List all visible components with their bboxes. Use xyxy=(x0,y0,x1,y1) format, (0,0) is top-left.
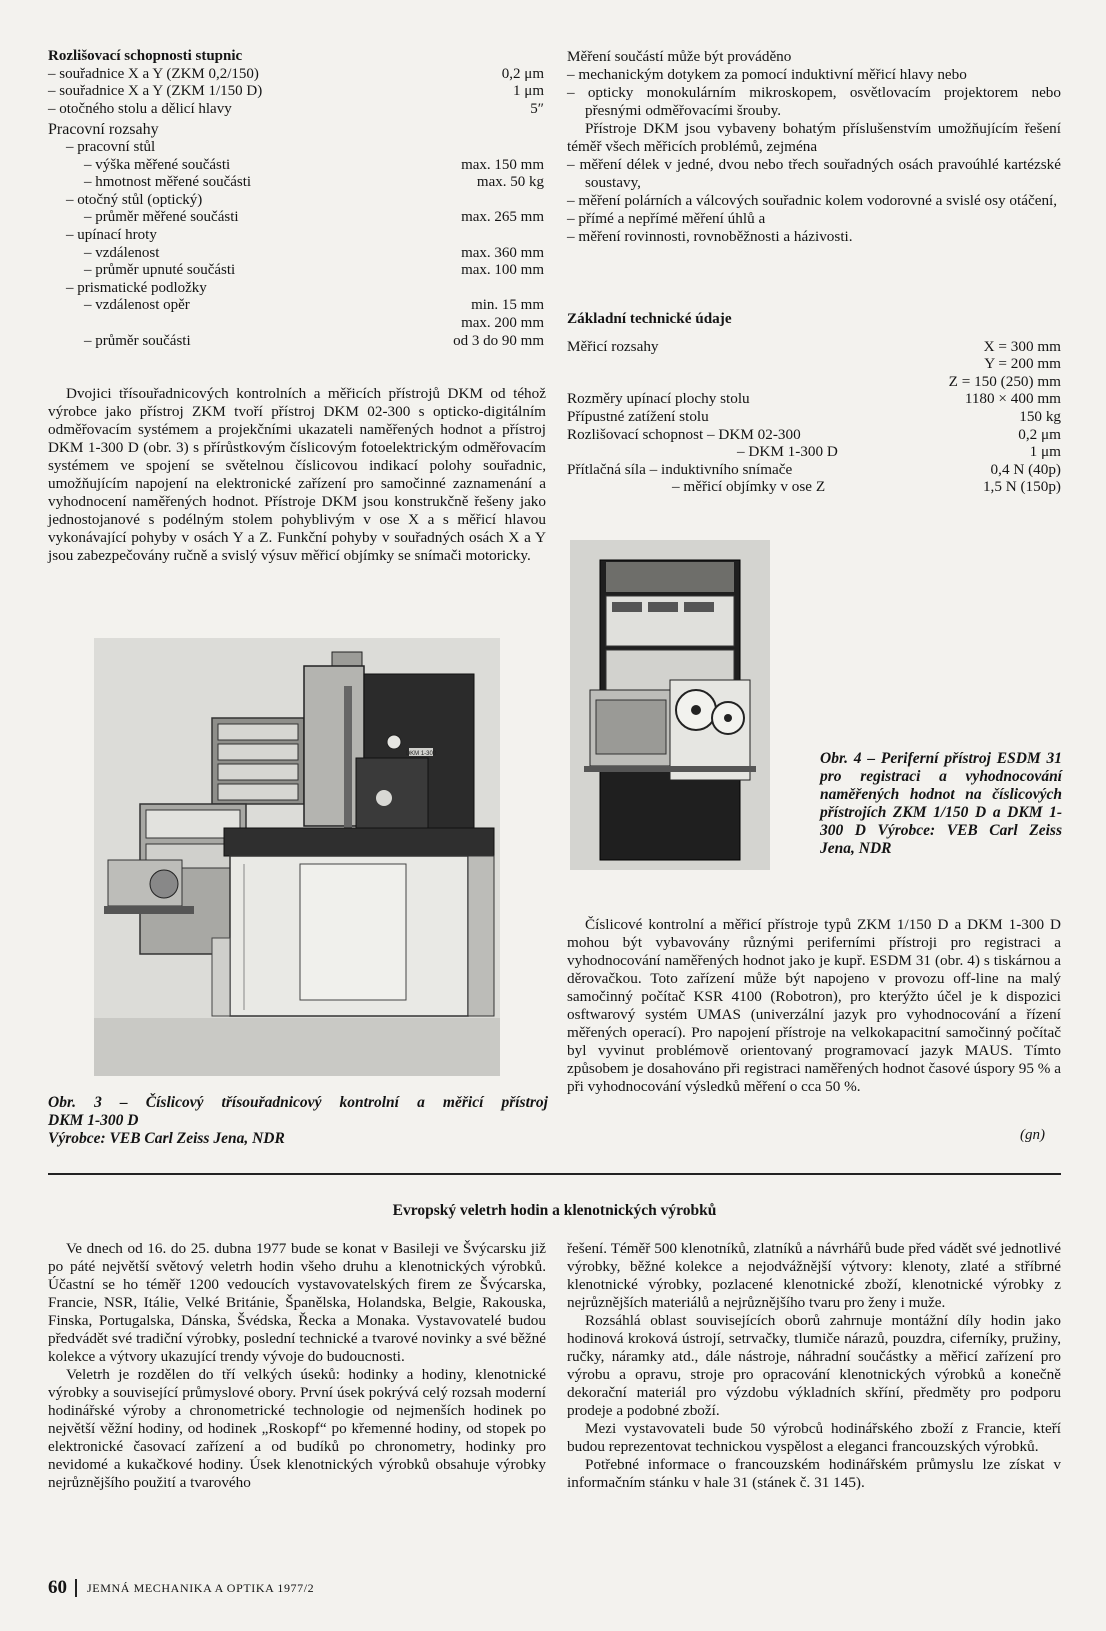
spec-row: – průměr součásti od 3 do 90 mm xyxy=(84,332,544,349)
journal-name: JEMNÁ MECHANIKA A OPTIKA 1977/2 xyxy=(87,1580,315,1595)
spec-row: – otočný stůl (optický) xyxy=(66,191,203,208)
article2-paragraph: Rozsáhlá oblast souvisejících oborů zahrnuje montážní díly hodin jako hodinová kroková ústrojí, setrvačky, tlumiče nárazů, pouzdra, ciferníky, pružiny, ručky, náramky atd., dále nástroje, náhradní součástky a měřicí zařízení pro výrobu a opravu, stroje pro opracování klenotnických výrobků a konečně dekorační materiál pro výzdobu výkladních skříní, předměty pro podporu prodeje a podobné zboží. xyxy=(567,1312,1061,1419)
spec-row: max. 200 mm xyxy=(461,314,544,331)
measuring-range-label: Měřicí rozsahy xyxy=(567,337,659,355)
spec-row: – prismatické podložky xyxy=(66,279,207,296)
intro-bullet: – měření polárních a válcových souřadnic kolem vodorovné a svislé osy otáčení, xyxy=(567,192,1058,209)
spec-row: – souřadnice X a Y (ZKM 1/150 D) 1 μm xyxy=(48,83,544,100)
spec-row: – vzdálenost max. 360 mm xyxy=(84,244,544,261)
article2-right xyxy=(567,1240,1061,1492)
spec-row: – průměr upnuté součásti max. 100 mm xyxy=(84,262,544,279)
left-paragraph xyxy=(48,385,546,565)
spec-heading: Rozlišovací schopnosti stupnic xyxy=(48,48,243,64)
right-intro xyxy=(567,48,1061,246)
figure3-caption-line2: DKM 1-300 D xyxy=(48,1112,139,1129)
accessories-paragraph: Přístroje DKM jsou vybaveny bohatým příslušenstvím umožňujícím řešení téměř všech měřicích problémů, zejména xyxy=(567,120,1061,155)
section-divider xyxy=(48,1173,1061,1175)
signature: (gn) xyxy=(1020,1127,1045,1143)
figure4-photo xyxy=(570,540,770,870)
footer-separator xyxy=(75,1579,77,1597)
figure3-caption-line1: Obr. 3 – Číslicový třísouřadnicový kontrolní a měřicí přístroj xyxy=(48,1094,548,1111)
spec-list xyxy=(48,48,544,350)
figure4-caption xyxy=(820,750,1062,858)
tech-row: Rozlišovací schopnost – DKM 02-300 0,2 μm xyxy=(567,425,1061,443)
peripheral-description: Číslicové kontrolní a měřicí přístroje typů ZKM 1/150 D a DKM 1-300 D mohou být vybavovány různými periferními přístroji pro registraci a vyhodnocování naměřených hodnot jako je kupř. ESDM 31 (obr. 4) s tiskárnou a děrovačkou. Toto zařízení může být napojeno v provozu off-line na malý samočinný počítač KSR 4100 (Robotron), pro kterýžto účel je k dispozici osftwarový systém UMAS (univerzální jazyk pro vyhodnocování a řízení měřených operací). Pro napojení přístroje na velkokapacitní samočinný počítač byl vyvinut problémově orientovaný programovací jazyk MAUS. Tímto způsobem je dosahováno při registraci naměřených hodnot časové úspory 95 % a při vyhodnocování výsledků měření o cca 50 %. xyxy=(567,916,1061,1095)
intro-bullet: – měření délek v jedné, dvou nebo třech souřadných osách pravoúhlé kartézské soustavy, xyxy=(567,156,1061,191)
spec-row: – průměr měřené součásti max. 265 mm xyxy=(84,209,544,226)
xyz-x: X = 300 mm xyxy=(983,337,1061,355)
tech-heading: Základní technické údaje xyxy=(567,310,732,327)
tech-row: – DKM 1-300 D 1 μm xyxy=(737,443,1061,461)
peripheral-device-illustration xyxy=(570,540,770,870)
spec-row: – hmotnost měřené součásti max. 50 kg xyxy=(84,174,544,191)
tech-data xyxy=(567,310,1061,496)
article2-paragraph: Veletrh je rozdělen do tří velkých úseků: hodinky a hodiny, klenotnické výrobky a související průmyslové obory. První úsek pokrývá celý rozsah moderní hodinářské výroby a chronometrické technologie od nejmenších hodinek po největší věžní hodiny, od hodinek „Roskopf“ po křemenné hodiny, od stopek po elektronické časovací zařízení a od budíků po chronometry, hodinky pro nevidomé a kukačkové hodiny. Úsek klenotnických výrobků obsahuje výrobky nejrůznějšího použití a tvarového xyxy=(48,1366,546,1491)
range-rows xyxy=(48,139,544,350)
intro-bullet: – přímé a nepřímé měření úhlů a xyxy=(567,210,766,227)
article2-paragraph: řešení. Téměř 500 klenotníků, zlatníků a návrhářů bude před vádět své jednotlivé výrobky, běžné kolekce a nejodvážnější výtvory: klenoty, zlaté a stříbrné klenotnické výrobky, pozlacené klenotnické zboží, klenotnické výrobky z nejrůznějších materiálů a nejrůznějšího tvaru pro ženy i muže. xyxy=(567,1240,1061,1311)
intro-line: Měření součástí může být prováděno xyxy=(567,48,792,65)
article2-paragraph: Ve dnech od 16. do 25. dubna 1977 bude se konat v Basileji ve Švýcarsku již po páté největší světový veletrh hodin všeho druhu a klenotnických výrobků. Účastní se ho téměř 1200 vedoucích vystavovatelských firem ze Švýcarska, Francie, NSR, Itálie, Velké Británie, Španělska, Holandska, Belgie, Rakouska, Finska, Portugalska, Dánska, Švédska, Řecka a Monaka. Vystavovatelé budou předvádět své tradiční výrobky, poslední technické a tvarové novinky a své běžné kolekce a výtvory ukazující trendy vývoje do budoucnosti. xyxy=(48,1240,546,1365)
figure3-photo xyxy=(94,638,500,1076)
spec-row: – souřadnice X a Y (ZKM 0,2/150) 0,2 μm xyxy=(48,65,544,82)
figure4-caption-text: Obr. 4 – Periferní přístroj ESDM 31 pro registraci a vyhodnocování naměřených hodnot na číslicových přístrojích ZKM 1/150 D a DKM 1-300 D Výrobce: VEB Carl Zeiss Jena, NDR xyxy=(820,750,1062,857)
tech-row: Přípustné zatížení stolu 150 kg xyxy=(567,407,1061,425)
intro-line: – opticky monokulárním mikroskopem, osvětlovacím projektorem nebo přesnými odměřovacími šrouby. xyxy=(567,84,1061,119)
article2-paragraph: Mezi vystavovateli bude 50 výrobců hodinářského zboží z Francie, kteří budou reprezentovat technickou vyspělost a eleganci francouzských výrobků. xyxy=(567,1420,1061,1455)
tech-row xyxy=(567,338,1061,391)
tech-row: Rozměry upínací plochy stolu 1180 × 400 mm xyxy=(567,390,1061,408)
figure3-caption xyxy=(48,1094,548,1148)
page-number: 60 xyxy=(48,1577,67,1598)
spec-row: – pracovní stůl xyxy=(66,138,156,155)
tech-row: Přítlačná síla – induktivního snímače 0,4 N (40p) xyxy=(567,460,1061,478)
xyz-values xyxy=(892,338,1061,391)
xyz-y: Y = 200 mm xyxy=(984,355,1061,373)
right-paragraph xyxy=(567,916,1061,1096)
tech-row: – měřicí objímky v ose Z 1,5 N (150p) xyxy=(672,478,1061,496)
article2-paragraph: Potřebné informace o francouzském hodinářském průmyslu lze získat v informačním stánku v hale 31 (stánek č. 31 145). xyxy=(567,1456,1061,1491)
figure3-caption-line3: Výrobce: VEB Carl Zeiss Jena, NDR xyxy=(48,1130,285,1147)
article2-left xyxy=(48,1240,546,1492)
ranges-heading: Pracovní rozsahy xyxy=(48,121,159,139)
spec-row: – upínací hroty xyxy=(66,226,157,243)
spec-row: – vzdálenost opěr min. 15 mm xyxy=(84,297,544,314)
xyz-z: Z = 150 (250) mm xyxy=(948,372,1061,390)
measuring-machine-illustration xyxy=(94,638,500,1076)
page-footer xyxy=(48,1577,314,1599)
resolution-rows xyxy=(48,66,544,119)
intro-bullet: – měření rovinnosti, rovnoběžnosti a házivosti. xyxy=(567,228,853,245)
dkm-description: Dvojici třísouřadnicových kontrolních a měřicích přístrojů DKM od téhož výrobce jako přístroj ZKM tvoří přístroj DKM 02-300 s opticko-digitálním odměřovacím systémem a projekčními ukazateli naměřených hodnot a přístroj DKM 1-300 D (obr. 3) s přírůstkovým číslicovým fotoelektrickým odměřovacím systémem ve spojení se světelnou číslicovou indikací polohy souřadnic, umožňujícím napojení na elektronické zařízení pro samočinné zaznamenání a vyhodnocení naměřených hodnot. Přístroje DKM jsou konstrukčně řešeny jako jednostojanové s podélným stolem pohyblivým v ose X a s měřicí hlavou vykonávající pohyby v osách Y a Z. Funkční pohyby v souřadných osách X a Y jsou zabezpečovány ručně a svislý výsuv měřicí objímky se snímači motoricky. xyxy=(48,385,546,564)
spec-row: – výška měřené součásti max. 150 mm xyxy=(84,156,544,173)
article2-title: Evropský veletrh hodin a klenotnických výrobků xyxy=(392,1202,717,1219)
intro-line: – mechanickým dotykem za pomocí induktivní měřicí hlavy nebo xyxy=(567,66,967,83)
dkm-plate-label: DKM 1-300 xyxy=(405,751,437,757)
spec-row: – otočného stolu a dělicí hlavy 5″ xyxy=(48,100,544,117)
